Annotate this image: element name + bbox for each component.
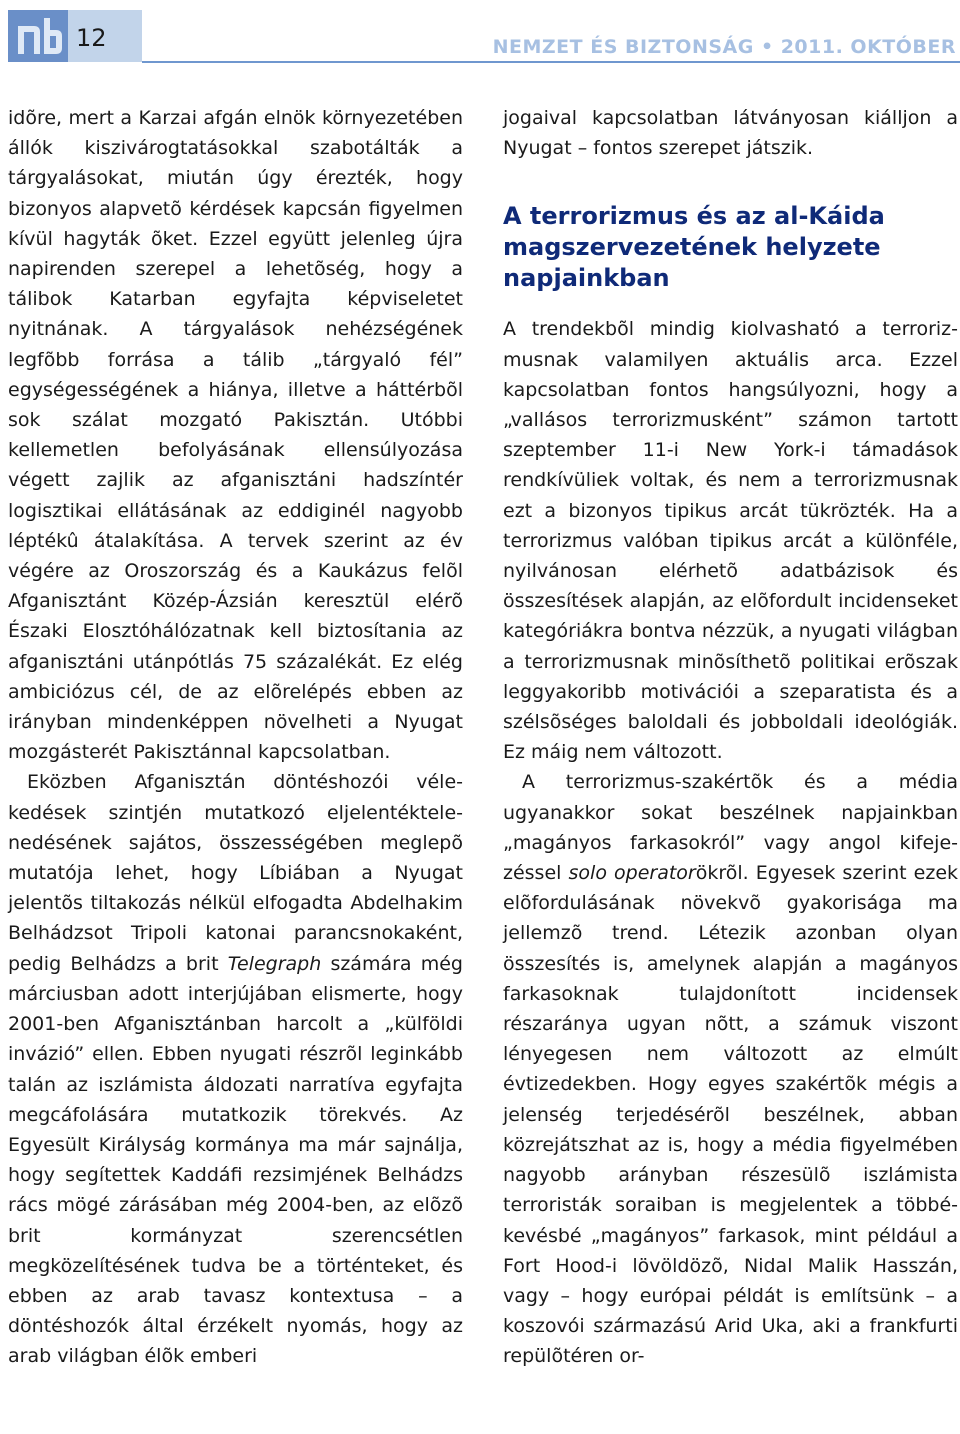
header-rule bbox=[142, 61, 960, 63]
left-paragraph-2-italic: Telegraph bbox=[227, 952, 322, 975]
right-paragraph-3-italic: solo operator bbox=[568, 862, 696, 885]
nb-logo-icon bbox=[8, 10, 68, 62]
right-paragraph-3 bbox=[503, 767, 958, 1371]
right-paragraph-3-text-b: ökrõl. Egyesek szerint ezek elõfordulásának növekvõ gyakorisága ma jellemzõ trend. Létezik azonban olyan összesítés is, amelynek alapján a magányos farkasoknak tulajdonított incidensek részaránya ugyan nõtt, a számuk viszont lényegesen nem változott az elmúlt évtizedekben. Hogy egyes szakértõk mégis a jelenség terjedésérõl beszélnek, abban közrejátszhat az is, hogy a média figyelmében nagyobb arányban részesülõ iszlámista terroristák soraiban is megjelentek a többé-kevésbé „magányos” farkasok, mint például a Fort Hood-i lövöldözõ, Nidal Malik Hasszán, vagy – hogy európai példát is említsünk – a koszovói származású Arid Uka, aki a frankfurti repülõtéren or- bbox=[503, 862, 959, 1368]
page-header bbox=[0, 0, 960, 66]
running-head: NEMZET ÉS BIZTONSÁG • 2011. OKTÓBER bbox=[492, 36, 956, 58]
page-number: 12 bbox=[76, 24, 107, 52]
page-number-box bbox=[68, 10, 142, 62]
left-paragraph-2-text-a: Eközben Afganisztán döntéshozói vélekedések szintjén mutatkozó eljelentéktelenedésének sajátos, összességében meglepõ mutatója lehet, hogy Líbiában a Nyugat jelentõs tiltakozás nélkül elfogadta Abdelhakim Belhádzsot Tripoli katonai parancsnokaként, pedig Belhádzs a brit bbox=[8, 771, 463, 975]
right-column bbox=[503, 103, 958, 1372]
right-paragraph-1: jogaival kapcsolatban látványosan kiálljon a Nyugat – fontos szerepet játszik. bbox=[503, 107, 958, 160]
left-column bbox=[8, 103, 463, 1372]
left-paragraph-2 bbox=[8, 767, 463, 1371]
right-paragraph-2: A trendekbõl mindig kiolvasható a terrorizmusnak valamilyen aktuális arca. Ezzel kapcsolatban fontos hangsúlyozni, hogy a „vallásos terrorizmusként” számon tartott szeptember 11-i New York-i támadások rendkívüliek voltak, és nem a terrorizmusnak ezt a bizonyos tipikus arcát tükrözték. Ha a terrorizmus valóban tipikus arcát a különféle, nyilvánosan elérhetõ adatbázisok és összesítések alapján, az elõfordult incidenseket kategóriákra bontva nézzük, a nyugati világban a terrorizmusnak minõsíthetõ politikai erõszak leggyakoribb motivációi a szeparatista és a szélsõséges baloldali és jobboldali ideológiák. Ez máig nem változott. bbox=[503, 318, 958, 764]
section-heading: A terrorizmus és az al-Káida magszervezetének helyzete napjainkban bbox=[503, 202, 885, 293]
magazine-logo bbox=[8, 10, 68, 62]
right-paragraph-3-text-a: A terrorizmus-szakértõk és a média ugyanakkor sokat beszélnek napjainkban „magányos farkasokról” vagy angol kifejezéssel bbox=[503, 771, 958, 885]
left-paragraph-2-text-b: számára még márciusban adott interjújában elismerte, hogy 2001-ben Afganisztánban harcolt a „külföldi invázió” ellen. Ebben nyugati részrõl leginkább talán az iszlámista áldozati narratíva egyfajta megcáfolására mutatkozik törekvés. Az Egyesült Királyság kormánya ma már sajnálja, hogy segítettek Kaddáfi rezsimjének Belhádzs rács mögé zárásában még 2004-ben, az elõzõ brit kormányzat szerencsétlen megközelítésének tudva be a történteket, és ebben az arab tavasz kontextusa – a döntéshozók által érzékelt nyomás, hogy az arab világban élõk emberi bbox=[8, 952, 463, 1368]
left-paragraph-1: idõre, mert a Karzai afgán elnök környezetében állók kiszivárogtatásokkal szabotálták a tárgyalásokat, miután úgy érezték, hogy bizonyos alapvetõ kérdések kapcsán figyelmen kívül hagyták õket. Ezzel együtt jelenleg újra napirenden szerepel a lehetõség, hogy a tálibok Katarban egyfajta képviseletet nyitnának. A tárgyalások nehézségének legfõbb forrása a tálib „tárgyaló fél” egységességének a hiánya, illetve a háttérbõl sok szálat mozgató Pakisztán. Utóbbi kellemetlen befolyásának ellensúlyozása végett zajlik az afganisztáni hadszíntér logisztikai ellátásának az eddiginél nagyobb léptékû átalakítása. A tervek szerint az év végére az Oroszország és a Kaukázus felõl Afganisztánt Közép-Ázsián keresztül elérõ Északi Elosztóhálózatnak kell biztosítania az afganisztáni utánpótlás 75 százalékát. Ez elég ambiciózus cél, de az elõrelépés ebben az irányban mindenképpen növelheti a Nyugat mozgásterét Pakisztánnal kapcsolatban. bbox=[8, 107, 463, 764]
